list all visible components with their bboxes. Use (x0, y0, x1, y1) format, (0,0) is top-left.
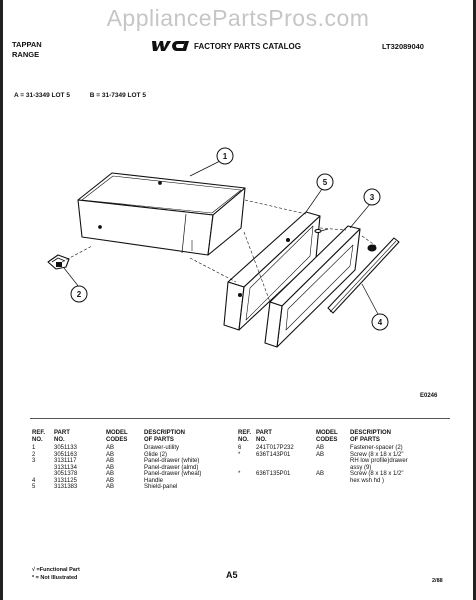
not-illustrated-note: * = Not Illustrated (32, 575, 78, 581)
glide-part (48, 255, 69, 269)
col-desc: DESCRIPTION OF PARTS (350, 430, 392, 443)
brand-name: TAPPAN (12, 40, 42, 49)
table-row: 3051378 AB Panel-drawer (wheat) (54, 471, 202, 477)
callout-label-1: 1 (222, 152, 228, 161)
parts-table-left (32, 430, 205, 491)
product-type: RANGE (12, 50, 40, 59)
catalog-number: LT32089040 (382, 42, 424, 51)
table-row: hex wsh hd ) (350, 477, 385, 484)
table-row: assy (9) (350, 464, 372, 471)
col-desc: DESCRIPTION OF PARTS (144, 430, 186, 443)
revision-date: 2/88 (432, 578, 443, 584)
parts-table-right (238, 430, 412, 484)
table-top-rule (30, 418, 450, 419)
table-row: 4 3131125 AB Handle (32, 477, 164, 484)
diagram-code: E0246 (420, 393, 438, 399)
callout-label-2: 2 (76, 290, 82, 299)
model-b: B = 31-7349 LOT 5 (89, 92, 146, 99)
table-row: 3131134 AB Panel-drawer (almd) (54, 464, 199, 471)
table-row: 5 3131383 AB Shield-panel (32, 484, 178, 490)
model-a: A = 31-3349 LOT 5 (14, 92, 70, 99)
table-row: * 636T143P01 AB Screw (8 x 18 x 1/2" (238, 451, 404, 458)
table-row: 2 3051163 AB Glide (2) (32, 451, 168, 458)
table-row: RH low profile)drawer (350, 458, 408, 464)
catalog-header (150, 40, 301, 52)
col-model: MODEL CODES (316, 430, 338, 443)
catalog-title: FACTORY PARTS CATALOG (194, 41, 301, 51)
callout-label-5: 5 (322, 178, 328, 187)
wci-logo-icon (150, 40, 190, 52)
page-number: A5 (226, 570, 238, 580)
exploded-parts-diagram (0, 100, 476, 400)
functional-part-note: √ =Functional Part (32, 567, 80, 573)
col-model: MODEL CODES (106, 430, 128, 443)
table-row: * 636T135P01 AB Screw (8 x 18 x 1/2" (238, 471, 404, 477)
col-part: PART NO. (256, 430, 272, 443)
col-ref: REF. NO. (32, 430, 46, 443)
brand-block (12, 40, 42, 60)
watermark: AppliancePartsPros.com (106, 5, 370, 31)
col-part: PART NO. (54, 430, 70, 443)
table-row: 3 3131117 AB Panel-drawer (white) (32, 458, 200, 464)
drawer-utility-part (78, 173, 245, 255)
callout-label-4: 4 (377, 318, 383, 327)
footnotes (32, 566, 80, 582)
model-list (14, 92, 164, 99)
table-row: 6 241T017P232 AB Fastener-spacer (2) (238, 445, 403, 451)
callout-label-3: 3 (369, 193, 375, 202)
col-ref: REF. NO. (238, 430, 252, 443)
table-row: 1 3051133 AB Drawer-utility (32, 445, 180, 451)
